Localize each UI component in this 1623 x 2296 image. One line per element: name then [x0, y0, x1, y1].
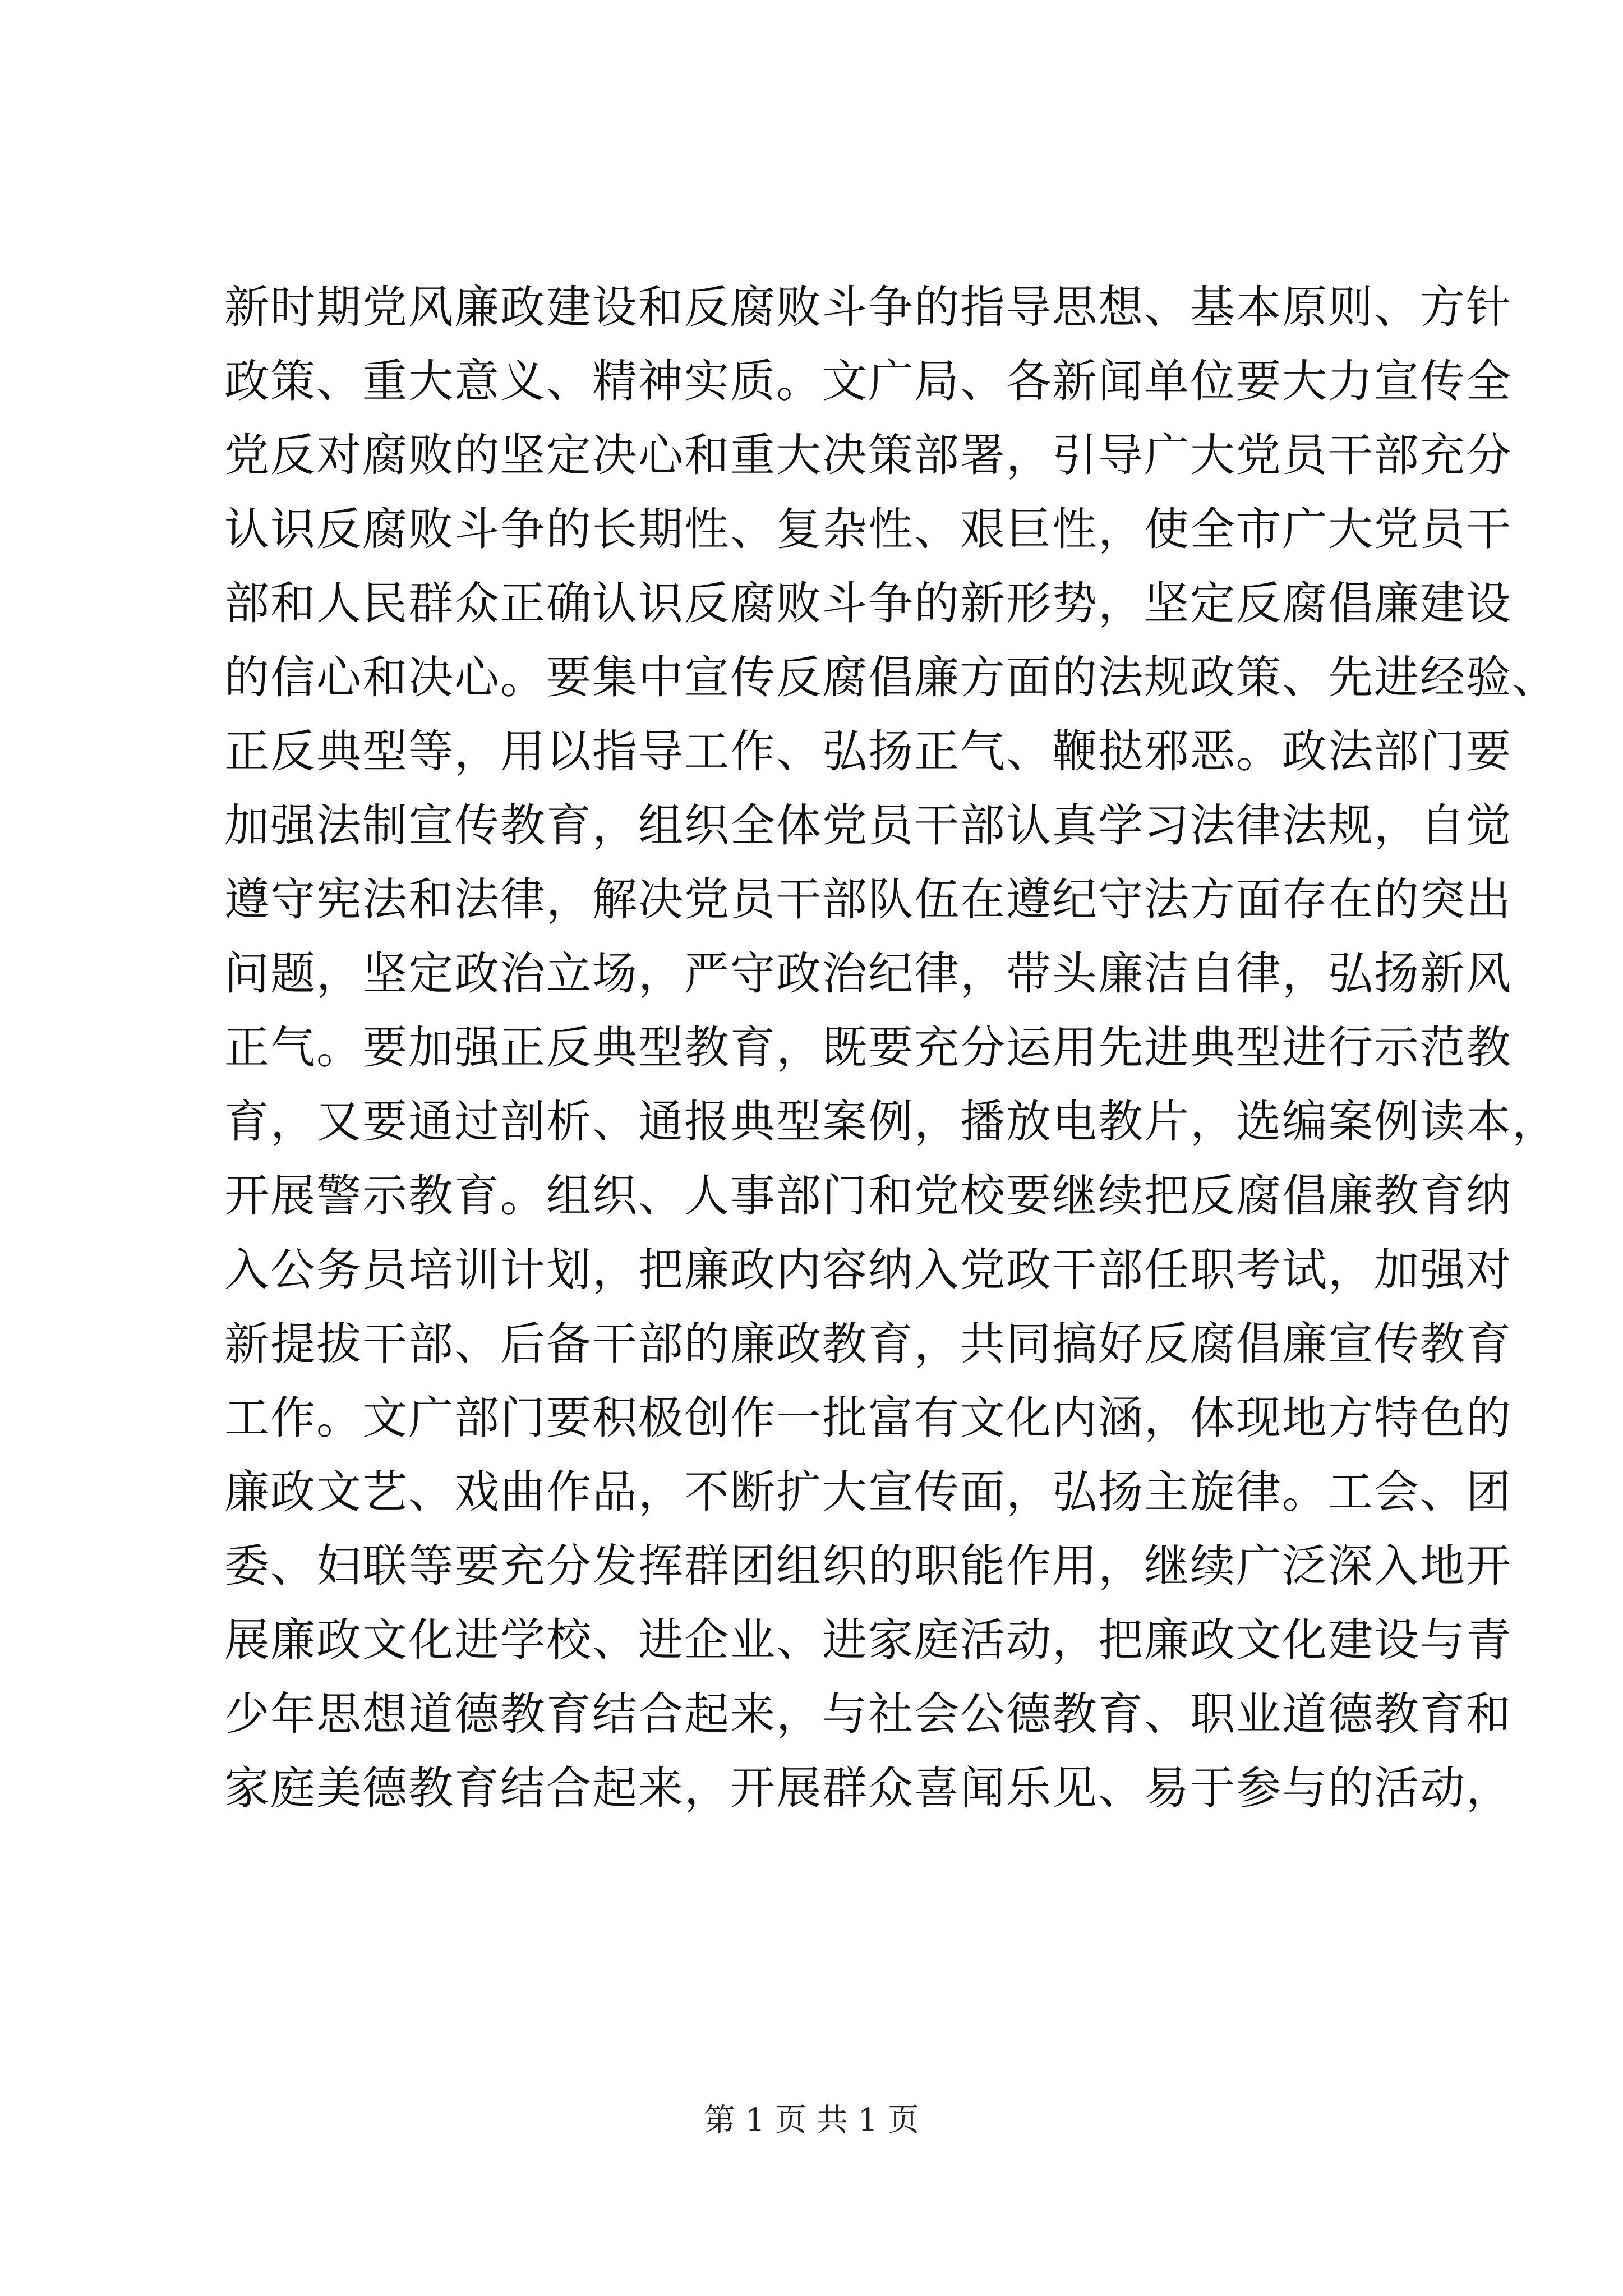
text-line: 家庭美德教育结合起来，开展群众喜闻乐见、易于参与的活动， — [224, 1762, 1512, 1814]
text-line: 问题，坚定政治立场，严守政治纪律，带头廉洁自律，弘扬新风 — [224, 947, 1512, 1000]
text-line: 展廉政文化进学校、进企业、进家庭活动，把廉政文化建设与青 — [224, 1614, 1512, 1666]
text-line: 新时期党风廉政建设和反腐败斗争的指导思想、基本原则、方针 — [224, 281, 1512, 333]
text-line: 开展警示教育。组织、人事部门和党校要继续把反腐倡廉教育纳 — [224, 1170, 1512, 1222]
page-footer: 第 1 页 共 1 页 — [703, 2102, 920, 2138]
text-line: 正反典型等，用以指导工作、弘扬正气、鞭挞邪恶。政法部门要 — [224, 725, 1512, 777]
text-line: 廉政文艺、戏曲作品，不断扩大宣传面，弘扬主旋律。工会、团 — [224, 1466, 1512, 1518]
text-line: 遵守宪法和法律，解决党员干部队伍在遵纪守法方面存在的突出 — [224, 873, 1512, 926]
text-line: 委、妇联等要充分发挥群团组织的职能作用，继续广泛深入地开 — [224, 1540, 1512, 1592]
text-line: 党反对腐败的坚定决心和重大决策部署，引导广大党员干部充分 — [224, 429, 1512, 481]
text-line: 入公务员培训计划，把廉政内容纳入党政干部任职考试，加强对 — [224, 1244, 1512, 1296]
text-line: 的信心和决心。要集中宣传反腐倡廉方面的法规政策、先进经验、 — [224, 651, 1558, 703]
text-line: 育，又要通过剖析、通报典型案例，播放电教片，选编案例读本， — [224, 1096, 1558, 1148]
text-line: 工作。文广部门要积极创作一批富有文化内涵，体现地方特色的 — [224, 1392, 1512, 1444]
text-line: 正气。要加强正反典型教育，既要充分运用先进典型进行示范教 — [224, 1022, 1512, 1074]
text-line: 政策、重大意义、精神实质。文广局、各新闻单位要大力宣传全 — [224, 355, 1512, 407]
text-line: 少年思想道德教育结合起来，与社会公德教育、职业道德教育和 — [224, 1688, 1512, 1740]
text-line: 加强法制宣传教育，组织全体党员干部认真学习法律法规，自觉 — [224, 799, 1512, 852]
text-line: 新提拔干部、后备干部的廉政教育，共同搞好反腐倡廉宣传教育 — [224, 1318, 1512, 1370]
text-line: 部和人民群众正确认识反腐败斗争的新形势，坚定反腐倡廉建设 — [224, 577, 1512, 629]
body-paragraph — [224, 270, 1558, 1825]
text-line: 认识反腐败斗争的长期性、复杂性、艰巨性，使全市广大党员干 — [224, 503, 1512, 555]
